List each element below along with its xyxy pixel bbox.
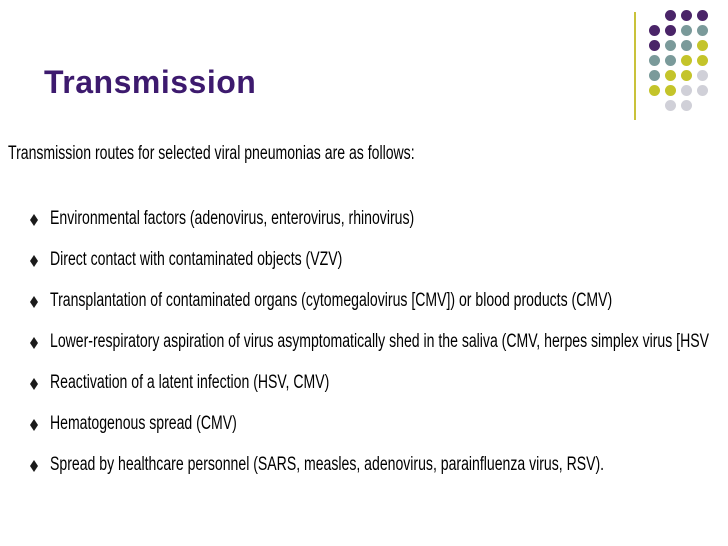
intro-text: Transmission routes for selected viral pneumonias are as follows: [8,143,415,164]
bullet-text: Reactivation of a latent infection (HSV, CMV) [50,372,330,393]
decorative-dot [697,100,708,111]
bullet-item [0,246,728,274]
diamond-bullet-icon [30,296,38,308]
decorative-dot [665,40,676,51]
decorative-dot-grid [649,10,708,111]
diamond-bullet-icon [30,255,38,267]
diamond-bullet-icon [30,214,38,226]
diamond-bullet-icon [30,419,38,431]
bullet-text: Transplantation of contaminated organs (cytomegalovirus [CMV]) or blood products (CMV) [50,290,613,311]
decorative-dot [697,10,708,21]
diamond-bullet-icon [30,378,38,390]
decorative-dot [681,25,692,36]
decorative-dot [665,85,676,96]
decorative-dot [697,40,708,51]
decorative-dot [697,85,708,96]
bullet-text: Environmental factors (adenovirus, enterovirus, rhinovirus) [50,208,415,229]
decorative-dot [649,70,660,81]
decorative-dot [649,40,660,51]
decorative-dot [697,55,708,66]
decorative-dot [681,100,692,111]
decorative-dot [681,55,692,66]
bullet-text: Lower-respiratory aspiration of virus asymptomatically shed in the saliva (CMV, herpes simplex virus [HSV [50,331,709,352]
bullet-text: Spread by healthcare personnel (SARS, measles, adenovirus, parainfluenza virus, RSV). [50,454,605,475]
bullet-text: Direct contact with contaminated objects (VZV) [50,249,343,270]
bullet-item [0,410,728,438]
decorative-dot [649,25,660,36]
decorative-dot [681,85,692,96]
decorative-dot [649,10,660,21]
bullet-item [0,287,728,315]
slide-title: Transmission [44,64,257,100]
decorative-dot [681,40,692,51]
decorative-dot [697,25,708,36]
decorative-dot [649,85,660,96]
title-divider [634,12,636,120]
decorative-dot [665,100,676,111]
decorative-dot [665,70,676,81]
bullet-item [0,205,728,233]
decorative-dot [697,70,708,81]
decorative-dot [665,55,676,66]
bullet-item [0,451,728,479]
decorative-dot [649,100,660,111]
bullet-item [0,328,728,356]
decorative-dot [665,25,676,36]
bullet-item [0,369,728,397]
bullet-text: Hematogenous spread (CMV) [50,413,237,434]
decorative-dot [681,10,692,21]
decorative-dot [681,70,692,81]
decorative-dot [649,55,660,66]
decorative-dot [665,10,676,21]
diamond-bullet-icon [30,460,38,472]
diamond-bullet-icon [30,337,38,349]
